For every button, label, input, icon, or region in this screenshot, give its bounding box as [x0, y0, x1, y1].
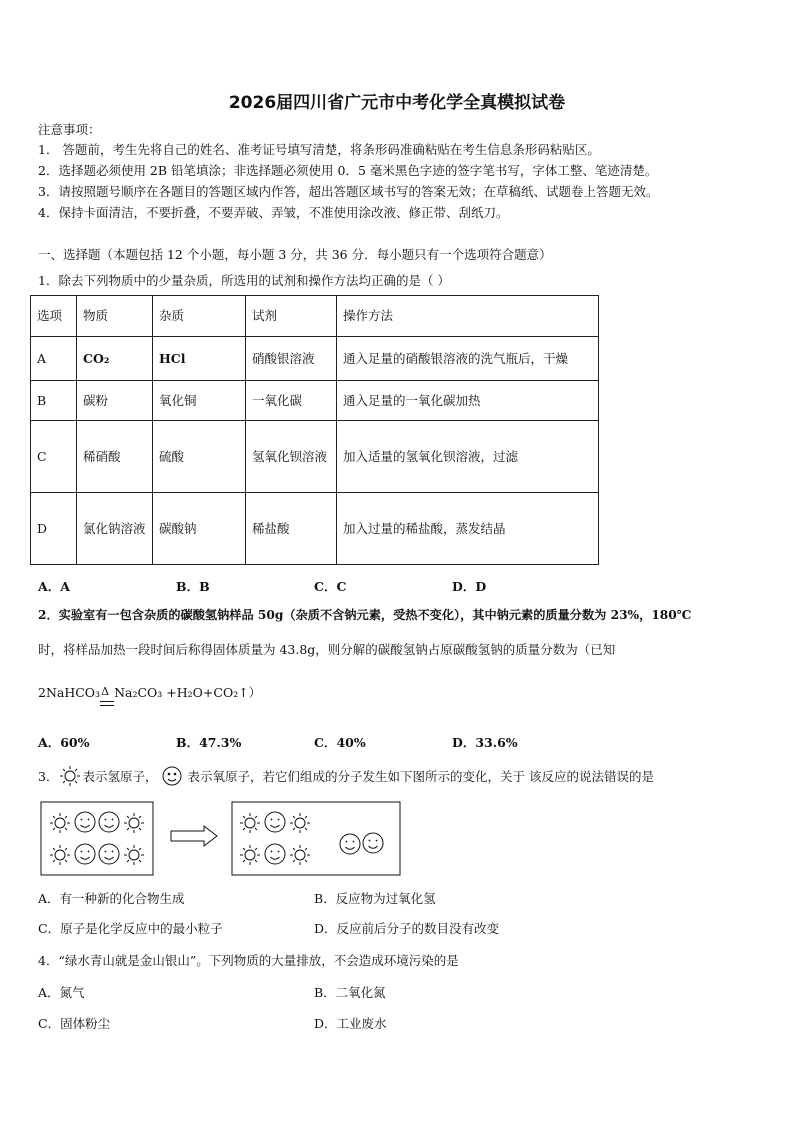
table-cell: 硝酸银溶液 — [246, 337, 337, 381]
table-cell: 氢氧化钡溶液 — [246, 421, 337, 493]
table-header-cell: 选项 — [31, 296, 77, 337]
oxygen-atom-icon — [157, 765, 187, 787]
heat-symbol: Δ — [101, 685, 110, 698]
notice-item: 3．请按照题号顺序在各题目的答题区域内作答，超出答题区域书写的答案无效；在草稿纸、试题卷上答题无效。 — [38, 184, 659, 199]
table-cell: B — [31, 381, 77, 421]
water-molecule — [240, 844, 310, 865]
table-row — [31, 493, 599, 565]
q3-text2: 表示氧原子，若它们组成的分子发生如下图所示的变化，关于 该反应的说法错误的是 — [187, 769, 654, 784]
q2-option-d: D．33.6% — [452, 735, 518, 750]
q4-option-c: C．固体粉尘 — [38, 1016, 111, 1031]
page-title: 2026届四川省广元市中考化学全真模拟试卷 — [228, 93, 566, 113]
q1-option-b: B．B — [176, 579, 210, 594]
q3-option-c: C．原子是化学反应中的最小粒子 — [38, 921, 223, 936]
table-header-row — [31, 296, 599, 337]
table-cell: CO₂ — [77, 337, 153, 381]
q3-number: 3． — [38, 769, 59, 784]
table-cell: 加入过量的稀盐酸，蒸发结晶 — [337, 493, 599, 565]
table-cell: 稀盐酸 — [246, 493, 337, 565]
q1-option-a: A．A — [38, 579, 70, 594]
table-cell: 通入足量的硝酸银溶液的洗气瓶后，干燥 — [337, 337, 599, 381]
notice-item: 1． 答题前，考生先将自己的姓名、准考证号填写清楚，将条形码准确粘贴在考生信息条形码粘贴区。 — [38, 142, 600, 157]
table-header-cell: 试剂 — [246, 296, 337, 337]
q1-stem: 1．除去下列物质中的少量杂质，所选用的试剂和操作方法均正确的是（ ） — [38, 273, 450, 288]
q1-option-d: D．D — [452, 579, 487, 594]
reaction-diagram — [40, 800, 402, 878]
table-row — [31, 421, 599, 493]
table-cell: 稀硝酸 — [77, 421, 153, 493]
table-cell: 碳酸钠 — [153, 493, 246, 565]
table-row — [31, 337, 599, 381]
hydrogen-atom-icon — [58, 765, 82, 787]
q4-option-b: B．二氧化氮 — [314, 985, 386, 1000]
section-heading: 一、选择题（本题包括 12 个小题，每小题 3 分，共 36 分．每小题只有一个选项符合题意） — [38, 247, 552, 262]
oxygen-molecule — [340, 833, 383, 854]
q4-option-d: D．工业废水 — [314, 1016, 387, 1031]
q2-equation — [38, 683, 261, 701]
q3-option-b: B．反应物为过氧化氢 — [314, 891, 436, 906]
table-row — [31, 381, 599, 421]
table-cell: 加入适量的氢氧化钡溶液，过滤 — [337, 421, 599, 493]
equals-line — [100, 705, 114, 706]
q2-eq-left: 2NaHCO₃ — [38, 685, 101, 700]
table-header-cell: 物质 — [77, 296, 153, 337]
table-cell: 碳粉 — [77, 381, 153, 421]
q4-stem: 4．“绿水青山就是金山银山”。下列物质的大量排放，不会造成环境污染的是 — [38, 953, 459, 968]
products-box — [232, 802, 400, 875]
table-cell: A — [31, 337, 77, 381]
q4-option-a: A．氮气 — [38, 985, 85, 1000]
reactants-box — [41, 802, 153, 875]
table-header-cell: 操作方法 — [337, 296, 599, 337]
q2-stem-line2: 时，将样品加热一段时间后称得固体质量为 43.8g，则分解的碳酸氢钠占原碳酸氢钠的质量分数为（已知 — [38, 642, 616, 657]
table-header-cell: 杂质 — [153, 296, 246, 337]
q3-text1: 表示氢原子， — [82, 769, 158, 784]
table-cell: 硫酸 — [153, 421, 246, 493]
table-cell: 一氧化碳 — [246, 381, 337, 421]
q2-option-b: B．47.3% — [176, 735, 242, 750]
water-molecule — [240, 812, 310, 833]
table-cell: 氯化钠溶液 — [77, 493, 153, 565]
table-cell: 氧化铜 — [153, 381, 246, 421]
q2-stem-line1: 2．实验室有一包含杂质的碳酸氢钠样品 50g（杂质不含钠元素，受热不变化），其中钠元素的质量分数为 23%，180℃ — [38, 608, 692, 622]
q3-stem — [38, 765, 654, 787]
table-cell: C — [31, 421, 77, 493]
notice-item: 2．选择题必须使用 2B 铅笔填涂；非选择题必须使用 0．5 毫米黑色字迹的签字笔书写，字体工整、笔迹清楚。 — [38, 163, 658, 178]
table-cell: 通入足量的一氧化碳加热 — [337, 381, 599, 421]
notice-item: 4．保持卡面清洁，不要折叠，不要弄破、弄皱，不准使用涂改液、修正带、刮纸刀。 — [38, 205, 509, 220]
q1-option-c: C．C — [314, 579, 347, 594]
q2-option-a: A．60% — [38, 735, 90, 750]
equals-line — [100, 701, 114, 702]
hydrogen-peroxide-molecule — [50, 844, 144, 865]
notice-heading: 注意事项： — [38, 122, 101, 137]
table-cell: HCl — [153, 337, 246, 381]
q2-option-c: C．40% — [314, 735, 366, 750]
q3-option-d: D．反应前后分子的数目没有改变 — [314, 921, 500, 936]
hydrogen-peroxide-molecule — [50, 812, 144, 833]
q3-option-a: A．有一种新的化合物生成 — [38, 891, 185, 906]
q1-table — [30, 295, 599, 565]
arrow-right-icon — [171, 826, 217, 846]
q2-eq-right: Na₂CO₃ +H₂O+CO₂↑） — [114, 685, 262, 700]
table-cell: D — [31, 493, 77, 565]
